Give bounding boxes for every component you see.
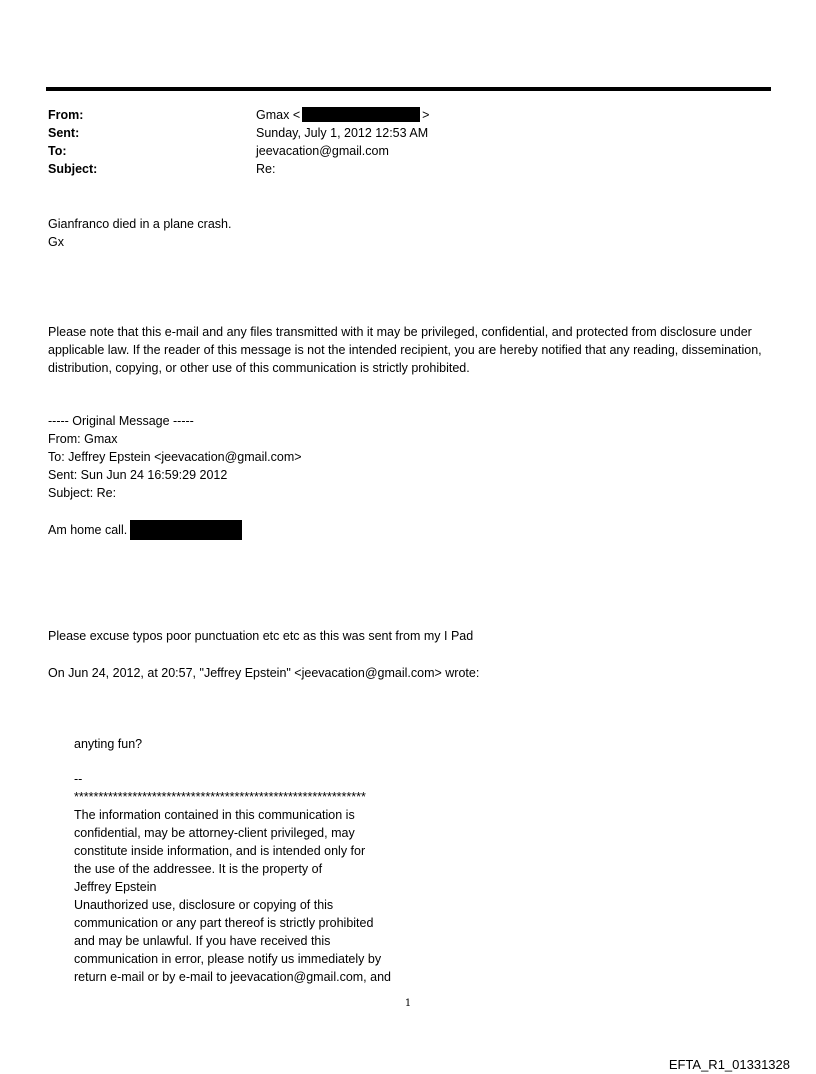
disclaimer-line: return e-mail or by e-mail to jeevacation@gmail.com, and bbox=[74, 970, 391, 984]
redaction-box bbox=[302, 107, 420, 122]
disclaimer-line: The information contained in this communication is bbox=[74, 808, 355, 822]
header-rule bbox=[46, 87, 771, 91]
body-line: Gianfranco died in a plane crash. bbox=[48, 217, 232, 231]
ipad-note-text: Please excuse typos poor punctuation etc etc as this was sent from my I Pad bbox=[48, 629, 474, 643]
original-subject: Subject: Re: bbox=[48, 486, 117, 500]
sent-value: Sunday, July 1, 2012 12:53 AM bbox=[256, 126, 429, 140]
from-open-bracket: < bbox=[292, 108, 301, 122]
to-label: To: bbox=[48, 144, 67, 158]
disclaimer-line: Unauthorized use, disclosure or copying of this bbox=[74, 898, 334, 912]
original-body bbox=[48, 520, 242, 540]
original-message-text: Am home call. bbox=[48, 523, 128, 537]
disclaimer-line: constitute inside information, and is intended only for bbox=[74, 844, 366, 858]
from-close-bracket: > bbox=[422, 108, 430, 122]
quoted-message bbox=[74, 735, 142, 753]
disclaimer-line: the use of the addressee. It is the property of bbox=[74, 862, 323, 876]
page-number: 1 bbox=[404, 998, 412, 1009]
subject-label: Subject: bbox=[48, 162, 98, 176]
quoted-signature bbox=[74, 770, 391, 986]
quoted-message-text: anyting fun? bbox=[74, 737, 143, 751]
disclaimer-line: and may be unlawful. If you have received this bbox=[74, 934, 331, 948]
to-value: jeevacation@gmail.com bbox=[256, 144, 389, 158]
original-message bbox=[48, 412, 302, 502]
signature-separator: -- bbox=[74, 772, 83, 786]
from-value bbox=[256, 106, 429, 124]
ipad-note bbox=[48, 627, 473, 645]
bates-number: EFTA_R1_01331328 bbox=[668, 1057, 790, 1072]
sent-label: Sent: bbox=[48, 126, 80, 140]
original-to: To: Jeffrey Epstein <jeevacation@gmail.com> bbox=[48, 450, 302, 464]
original-sent: Sent: Sun Jun 24 16:59:29 2012 bbox=[48, 468, 228, 482]
redaction-box bbox=[130, 520, 242, 540]
message-body bbox=[48, 215, 231, 251]
confidentiality-notice bbox=[48, 323, 773, 377]
disclaimer-line: communication or any part thereof is strictly prohibited bbox=[74, 916, 374, 930]
subject-value: Re: bbox=[256, 162, 276, 176]
wrote-line bbox=[48, 664, 479, 682]
from-label: From: bbox=[48, 108, 84, 122]
signature-stars: ************************************************************ bbox=[74, 790, 366, 804]
disclaimer-line: Jeffrey Epstein bbox=[74, 880, 157, 894]
original-divider: ----- Original Message ----- bbox=[48, 414, 194, 428]
original-from: From: Gmax bbox=[48, 432, 118, 446]
disclaimer-line: confidential, may be attorney-client privileged, may bbox=[74, 826, 355, 840]
disclaimer-line: communication in error, please notify us immediately by bbox=[74, 952, 382, 966]
from-name: Gmax bbox=[256, 108, 290, 122]
body-signoff: Gx bbox=[48, 235, 64, 249]
wrote-line-text: On Jun 24, 2012, at 20:57, "Jeffrey Epstein" <jeevacation@gmail.com> wrote: bbox=[48, 666, 480, 680]
notice-text: Please note that this e-mail and any files transmitted with it may be privileged, confidential, and protected from disclosure under applicable law. If the reader of this message is not the intended recipient, you are hereby notified that any reading, dissemination, distribution, copying, or other use of this communication is strictly prohibited. bbox=[48, 325, 762, 375]
